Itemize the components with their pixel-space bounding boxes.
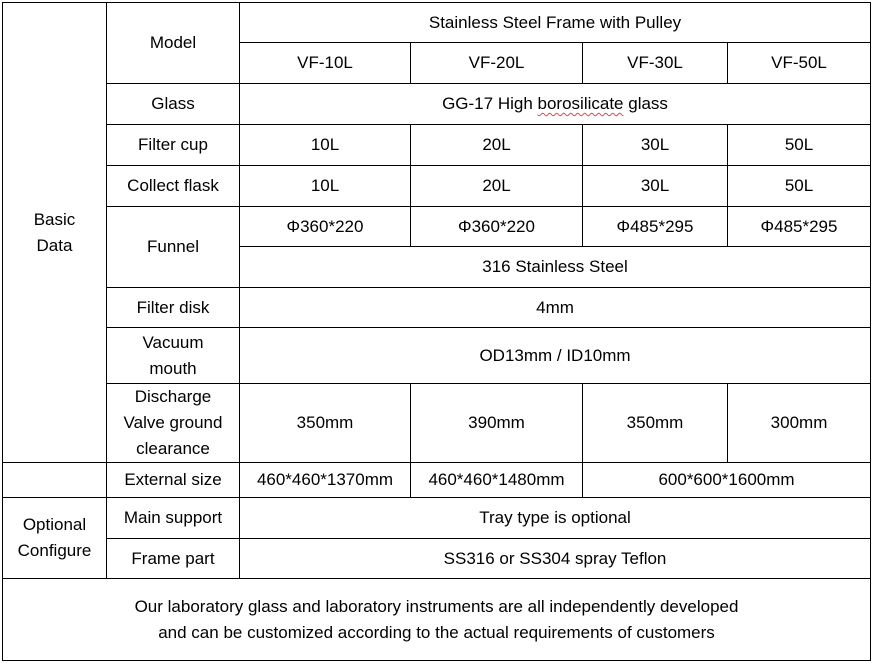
model-variant: VF-30L <box>583 43 728 84</box>
funnel-value: Φ485*295 <box>583 207 728 247</box>
funnel-value: Φ360*220 <box>411 207 583 247</box>
model-label: Model <box>107 3 240 84</box>
frame-part-value: SS316 or SS304 spray Teflon <box>240 539 871 579</box>
frame-part-label: Frame part <box>107 539 240 579</box>
collect-flask-value: 30L <box>583 166 728 207</box>
filter-cup-value: 20L <box>411 125 583 166</box>
external-size-label: External size <box>107 463 240 498</box>
basic-data-label: Basic Data <box>3 3 107 463</box>
funnel-label: Funnel <box>107 207 240 288</box>
vacuum-mouth-value: OD13mm / ID10mm <box>240 328 871 384</box>
discharge-value: 350mm <box>583 384 728 463</box>
spellcheck-marked-word: borosilicate <box>537 94 624 113</box>
model-variant: VF-10L <box>240 43 411 84</box>
funnel-material: 316 Stainless Steel <box>240 247 871 288</box>
filter-cup-value: 10L <box>240 125 411 166</box>
specification-table <box>2 2 871 661</box>
funnel-value: Φ485*295 <box>728 207 871 247</box>
vacuum-mouth-label: Vacuum mouth <box>107 328 240 384</box>
external-size-spacer <box>3 463 107 498</box>
collect-flask-value: 10L <box>240 166 411 207</box>
model-variant: VF-50L <box>728 43 871 84</box>
model-header: Stainless Steel Frame with Pulley <box>240 3 871 43</box>
filter-cup-value: 30L <box>583 125 728 166</box>
discharge-label: Discharge Valve ground clearance <box>107 384 240 463</box>
collect-flask-value: 20L <box>411 166 583 207</box>
discharge-value: 350mm <box>240 384 411 463</box>
filter-cup-value: 50L <box>728 125 871 166</box>
filter-cup-label: Filter cup <box>107 125 240 166</box>
main-support-label: Main support <box>107 498 240 539</box>
collect-flask-label: Collect flask <box>107 166 240 207</box>
filter-disk-label: Filter disk <box>107 288 240 328</box>
collect-flask-value: 50L <box>728 166 871 207</box>
external-size-value: 460*460*1370mm <box>240 463 411 498</box>
glass-value: GG-17 High borosilicate glass <box>240 84 871 125</box>
footer-note <box>3 579 871 661</box>
funnel-value: Φ360*220 <box>240 207 411 247</box>
main-support-value: Tray type is optional <box>240 498 871 539</box>
optional-configure-label: Optional Configure <box>3 498 107 579</box>
footer-note-line-2: and can be customized according to the actual requirements of customers <box>158 622 715 642</box>
footer-note-line-1: Our laboratory glass and laboratory instruments are all independently developed <box>134 596 739 616</box>
filter-disk-value: 4mm <box>240 288 871 328</box>
model-variant: VF-20L <box>411 43 583 84</box>
glass-label: Glass <box>107 84 240 125</box>
external-size-value: 600*600*1600mm <box>583 463 871 498</box>
discharge-value: 390mm <box>411 384 583 463</box>
discharge-value: 300mm <box>728 384 871 463</box>
external-size-value: 460*460*1480mm <box>411 463 583 498</box>
